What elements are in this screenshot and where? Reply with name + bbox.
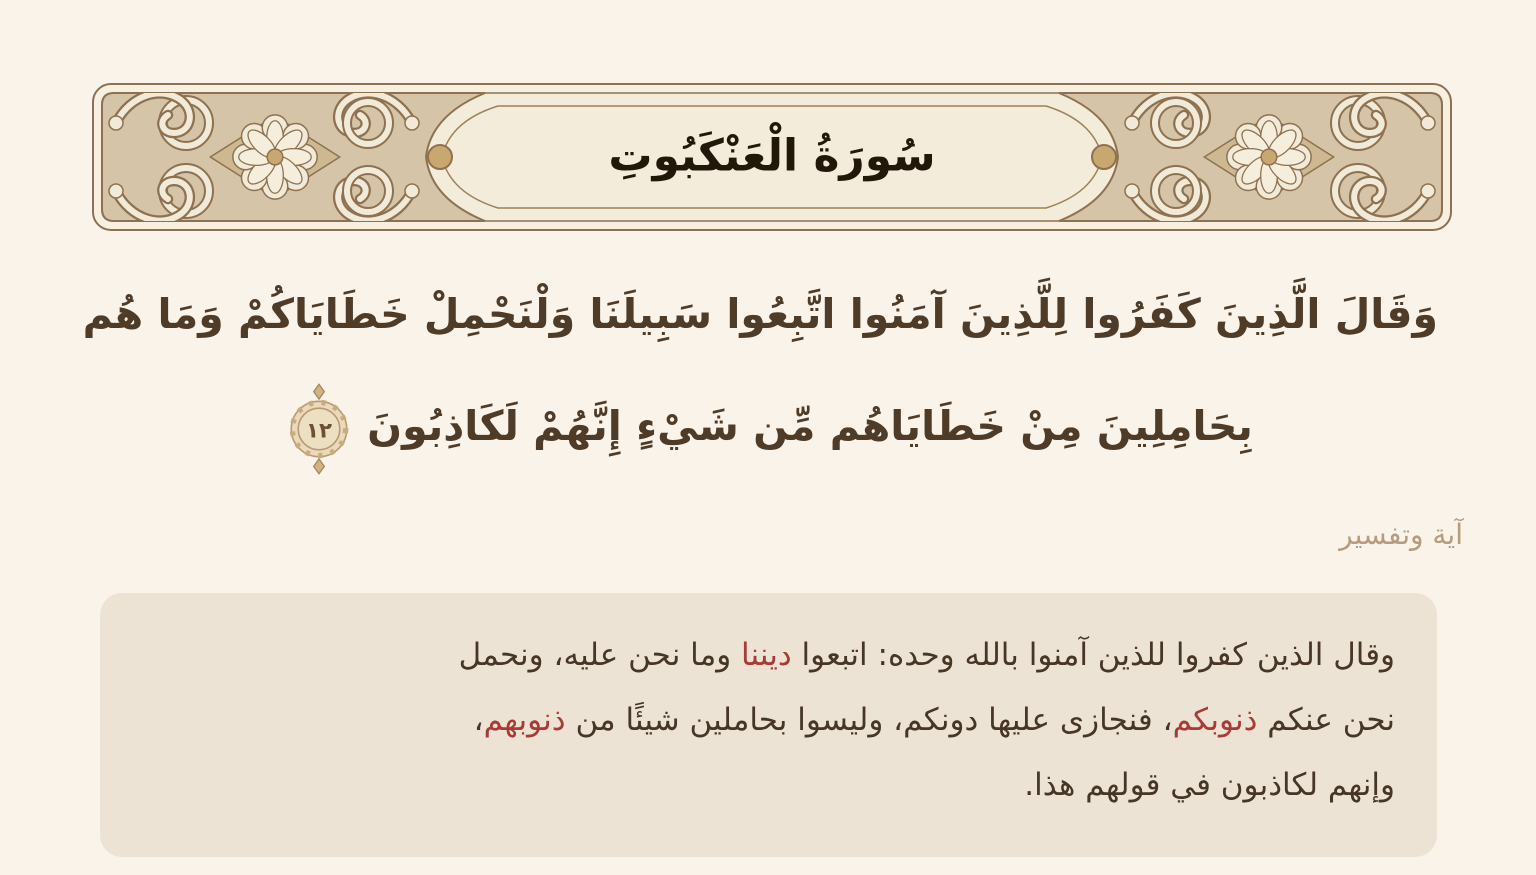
ayah-number-medallion: [287, 383, 351, 475]
verse-line-2: بِحَامِلِينَ مِنْ خَطَايَاهُم مِّن شَيْءٍ إِنَّهُمْ لَكَاذِبُونَ: [367, 402, 1253, 450]
tafsir-segment: وما نحن عليه، ونحمل: [458, 637, 742, 673]
tafsir-highlight: ذنوبكم: [1172, 702, 1258, 738]
tafsir-segment: نحن عنكم: [1257, 702, 1395, 738]
verse-text: [82, 258, 1438, 482]
tafsir-segment: ،: [473, 702, 484, 738]
tafsir-segment: وقال الذين كفروا للذين آمنوا بالله وحده: اتبعوا: [791, 637, 1395, 673]
tafsir-highlight: ذنوبهم: [483, 702, 566, 738]
ayah-number: ١٢: [306, 418, 333, 444]
tafsir-segment: ، فنجازى عليها دونكم، وليسوا بحاملين شيئًا من: [565, 702, 1173, 738]
surah-title: سُورَةُ الْعَنْكَبُوتِ: [608, 130, 936, 182]
surah-header-banner: [90, 80, 1454, 234]
section-label: آية وتفسير: [1339, 518, 1463, 551]
verse-line-1: وَقَالَ الَّذِينَ كَفَرُوا لِلَّذِينَ آمَنُوا اتَّبِعُوا سَبِيلَنَا وَلْنَحْمِلْ خَطَايَاكُمْ وَمَا هُم: [82, 290, 1438, 338]
tafsir-box: [100, 593, 1437, 857]
tafsir-segment: وإنهم لكاذبون في قولهم هذا.: [1024, 767, 1395, 803]
tafsir-highlight: ديننا: [741, 637, 792, 673]
tafsir-text: [142, 623, 1395, 818]
